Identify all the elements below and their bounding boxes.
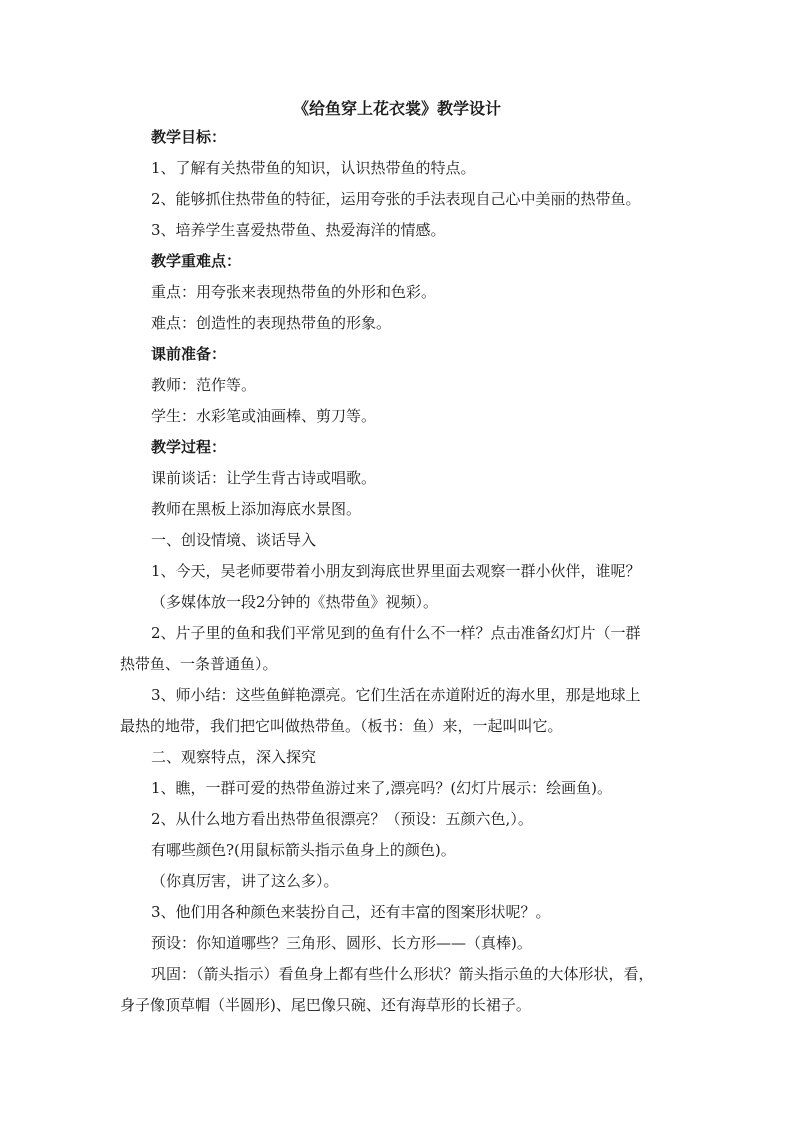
key-point: 重点：用夸张来表现热带鱼的外形和色彩。 — [151, 283, 437, 301]
section-heading-preparation: 课前准备： — [151, 345, 227, 363]
process-line: 课前谈话：让学生背古诗或唱歌。 — [151, 469, 377, 487]
process-line: 教师在黑板上添加海底水景图。 — [151, 500, 362, 518]
process-line: 有哪些颜色?(用鼠标箭头指示鱼身上的颜色)。 — [151, 841, 456, 859]
document-title: 《给鱼穿上花衣裳》教学设计 — [292, 99, 501, 118]
objective-2: 2、能够抓住热带鱼的特征，运用夸张的手法表现自己心中美丽的热带鱼。 — [151, 190, 641, 208]
objective-3: 3、培养学生喜爱热带鱼、热爱海洋的情感。 — [151, 221, 446, 239]
section-heading-process: 教学过程： — [151, 438, 227, 456]
process-line: （你真厉害，讲了这么多）。 — [151, 872, 339, 890]
process-section-2-heading: 二、观察特点，深入探究 — [151, 748, 317, 766]
process-line: 1、瞧，一群可爱的热带鱼游过来了,漂亮吗？(幻灯片展示：绘画鱼)。 — [151, 779, 613, 797]
section-heading-key-points: 教学重难点： — [151, 252, 242, 270]
prep-teacher: 教师：范作等。 — [151, 376, 257, 394]
process-line: 1、今天，吴老师要带着小朋友到海底世界里面去观察一群小伙伴，谁呢？ — [151, 562, 641, 580]
process-line: 热带鱼、一条普通鱼）。 — [120, 655, 278, 673]
process-line: 巩固：（箭头指示）看鱼身上都有些什么形状？箭头指示鱼的大体形状，看， — [151, 965, 654, 983]
process-line: （多媒体放一段2分钟的《热带鱼》视频）。 — [151, 593, 439, 611]
process-line: 预设：你知道哪些？三角形、圆形、长方形——（真棒)。 — [151, 934, 532, 952]
process-line: 3、他们用各种颜色来装扮自己，还有丰富的图案形状呢？。 — [151, 903, 551, 921]
section-heading-objectives: 教学目标： — [151, 128, 227, 146]
process-line: 最热的地带，我们把它叫做热带鱼。（板书：鱼）来，一起叫叫它。 — [120, 717, 563, 735]
process-line: 2、片子里的鱼和我们平常见到的鱼有什么不一样？点击准备幻灯片（一群 — [151, 624, 641, 642]
process-line: 3、师小结：这些鱼鲜艳漂亮。它们生活在赤道附近的海水里，那是地球上 — [151, 686, 641, 704]
process-line: 身子像顶草帽（半圆形)、尾巴像只碗、还有海草形的长裙子。 — [120, 996, 531, 1014]
difficult-point: 难点：创造性的表现热带鱼的形象。 — [151, 314, 392, 332]
process-line: 2、从什么地方看出热带鱼很漂亮？（预设：五颜六色,）。 — [151, 810, 533, 828]
objective-1: 1、了解有关热带鱼的知识，认识热带鱼的特点。 — [151, 159, 476, 177]
process-section-1-heading: 一、创设情境、谈话导入 — [151, 531, 317, 549]
prep-student: 学生：水彩笔或油画棒、剪刀等。 — [151, 407, 377, 425]
